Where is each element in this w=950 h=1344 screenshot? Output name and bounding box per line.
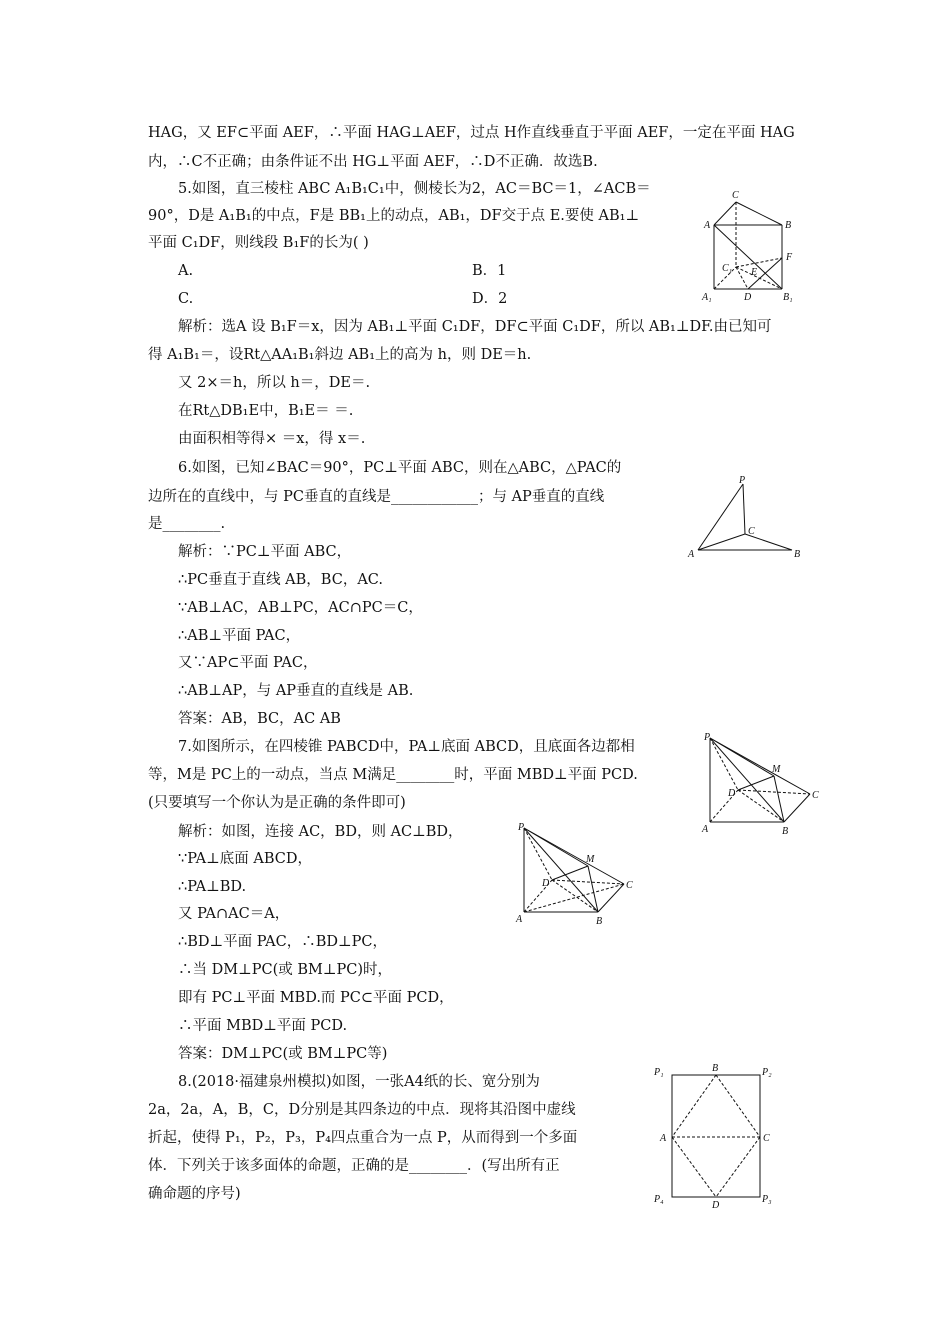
option-a: A. — [178, 263, 194, 279]
paper-fold-figure — [652, 1060, 782, 1210]
solution-line: 又∵AP⊂平面 PAC， — [178, 655, 318, 671]
solution-line: 又 PA∩AC＝A， — [178, 906, 290, 922]
vertex-label: C — [748, 526, 755, 537]
problem-5-line: 平面 C₁DF，则线段 B₁F的长为( ) — [148, 235, 369, 251]
vertex-label: A — [702, 824, 709, 835]
solution-line: 解析：选A 设 B₁F＝x，因为 AB₁⊥平面 C₁DF，DF⊂平面 C₁DF，所以 AB₁⊥DF.由已知可 — [178, 319, 772, 335]
vertex-label: M — [586, 854, 595, 865]
pyramid-figure — [698, 728, 830, 838]
solution-line: 解析：如图，连接 AC，BD，则 AC⊥BD， — [178, 824, 463, 840]
solution-line: ∵AB⊥AC，AB⊥PC，AC∩PC＝C， — [178, 600, 423, 616]
corner-label: P₁ — [654, 1067, 664, 1078]
option-d: D．2 — [472, 291, 508, 307]
problem-7-line: (只要填写一个你认为是正确的条件即可) — [148, 795, 406, 811]
problem-5-line: 5.如图，直三棱柱 ABC A₁B₁C₁中，侧棱长为2，AC＝BC＝1，∠ACB＝ — [178, 181, 651, 197]
problem-8-line: 体．下列关于该多面体的命题，正确的是________．(写出所有正 — [148, 1158, 560, 1174]
pyramid-solution-figure — [512, 818, 644, 928]
corner-label: P₂ — [762, 1067, 772, 1078]
answer-line: 答案：DM⊥PC(或 BM⊥PC等) — [178, 1046, 388, 1062]
problem-6-line: 边所在的直线中，与 PC垂直的直线是____________；与 AP垂直的直线 — [148, 489, 605, 505]
vertex-label: C₁ — [722, 263, 733, 274]
vertex-label: C — [763, 1133, 770, 1144]
solution-line: 在Rt△DB₁E中，B₁E＝ ＝. — [178, 403, 354, 419]
vertex-label: P — [739, 475, 746, 486]
problem-7-line: 等，M是 PC上的一动点，当点 M满足________时，平面 MBD⊥平面 PCD. — [148, 767, 638, 783]
problem-8-line: 2a，2a，A，B，C，D分别是其四条边的中点．现将其沿图中虚线 — [148, 1102, 576, 1118]
vertex-label: A — [660, 1133, 667, 1144]
option-c: C. — [178, 291, 194, 307]
vertex-label: B — [712, 1063, 719, 1074]
text-line: HAG，又 EF⊂平面 AEF，∴平面 HAG⊥AEF，过点 H作直线垂直于平面 AEF，一定在平面 HAG — [148, 125, 795, 141]
problem-8-line: 确命题的序号) — [148, 1186, 241, 1202]
solution-line: ∴平面 MBD⊥平面 PCD. — [178, 1018, 348, 1034]
vertex-label: D — [542, 878, 550, 889]
vertex-label: D — [728, 788, 736, 799]
solution-line: ∵PA⊥底面 ABCD， — [178, 851, 312, 867]
problem-8-line: 8.(2018·福建泉州模拟)如图，一张A4纸的长、宽分别为 — [178, 1074, 540, 1090]
vertex-label: A — [704, 220, 711, 231]
solution-line: ∴AB⊥AP，与 AP垂直的直线是 AB. — [178, 683, 414, 699]
option-b: B．1 — [472, 263, 507, 279]
prism-figure — [700, 188, 805, 306]
solution-line: ∴BD⊥平面 PAC，∴BD⊥PC， — [178, 934, 388, 950]
solution-line: ∴PC垂直于直线 AB，BC，AC. — [178, 572, 383, 588]
solution-line: ∴AB⊥平面 PAC， — [178, 628, 301, 644]
solution-line: 即有 PC⊥平面 MBD.而 PC⊂平面 PCD， — [178, 990, 454, 1006]
vertex-label: B — [785, 220, 792, 231]
vertex-label: E — [751, 267, 758, 278]
vertex-label: A — [688, 549, 695, 560]
vertex-label: C — [812, 790, 819, 801]
vertex-label: M — [772, 764, 781, 775]
solution-line: 解析：∵PC⊥平面 ABC， — [178, 544, 352, 560]
problem-5-line: 90°，D是 A₁B₁的中点，F是 BB₁上的动点，AB₁，DF交于点 E.要使 AB₁⊥ — [148, 208, 640, 224]
vertex-label: C — [626, 880, 633, 891]
problem-8-line: 折起，使得 P₁，P₂，P₃，P₄四点重合为一点 P，从而得到一个多面 — [148, 1130, 578, 1146]
vertex-label: A₁ — [702, 292, 712, 303]
solution-line: 又 2×＝h，所以 h＝，DE＝. — [178, 375, 371, 391]
problem-7-line: 7.如图所示，在四棱锥 PABCD中，PA⊥底面 ABCD，且底面各边都相 — [178, 739, 635, 755]
tetrahedron-figure — [682, 472, 810, 564]
vertex-label: P — [518, 822, 525, 833]
text-line: 内，∴C不正确；由条件证不出 HG⊥平面 AEF，∴D不正确．故选B. — [148, 154, 598, 170]
vertex-label: C — [732, 190, 739, 201]
answer-line: 答案：AB，BC，AC AB — [178, 711, 341, 727]
vertex-label: B₁ — [783, 292, 793, 303]
vertex-label: A — [516, 914, 523, 925]
vertex-label: B — [782, 826, 789, 837]
problem-6-line: 是________. — [148, 516, 226, 532]
solution-line: 得 A₁B₁＝，设Rt△AA₁B₁斜边 AB₁上的高为 h，则 DE＝h. — [148, 347, 532, 363]
vertex-label: B — [794, 549, 801, 560]
corner-label: P₄ — [654, 1194, 664, 1205]
solution-line: ∴PA⊥BD. — [178, 879, 247, 895]
vertex-label: B — [596, 916, 603, 927]
vertex-label: D — [744, 292, 752, 303]
solution-line: ∴当 DM⊥PC(或 BM⊥PC)时， — [178, 962, 392, 978]
vertex-label: D — [712, 1200, 720, 1210]
problem-6-line: 6.如图，已知∠BAC＝90°，PC⊥平面 ABC，则在△ABC，△PAC的 — [178, 460, 622, 476]
vertex-label: F — [786, 252, 793, 263]
solution-line: 由面积相等得× ＝x，得 x＝. — [178, 431, 366, 447]
corner-label: P₃ — [762, 1194, 772, 1205]
vertex-label: P — [704, 732, 711, 743]
